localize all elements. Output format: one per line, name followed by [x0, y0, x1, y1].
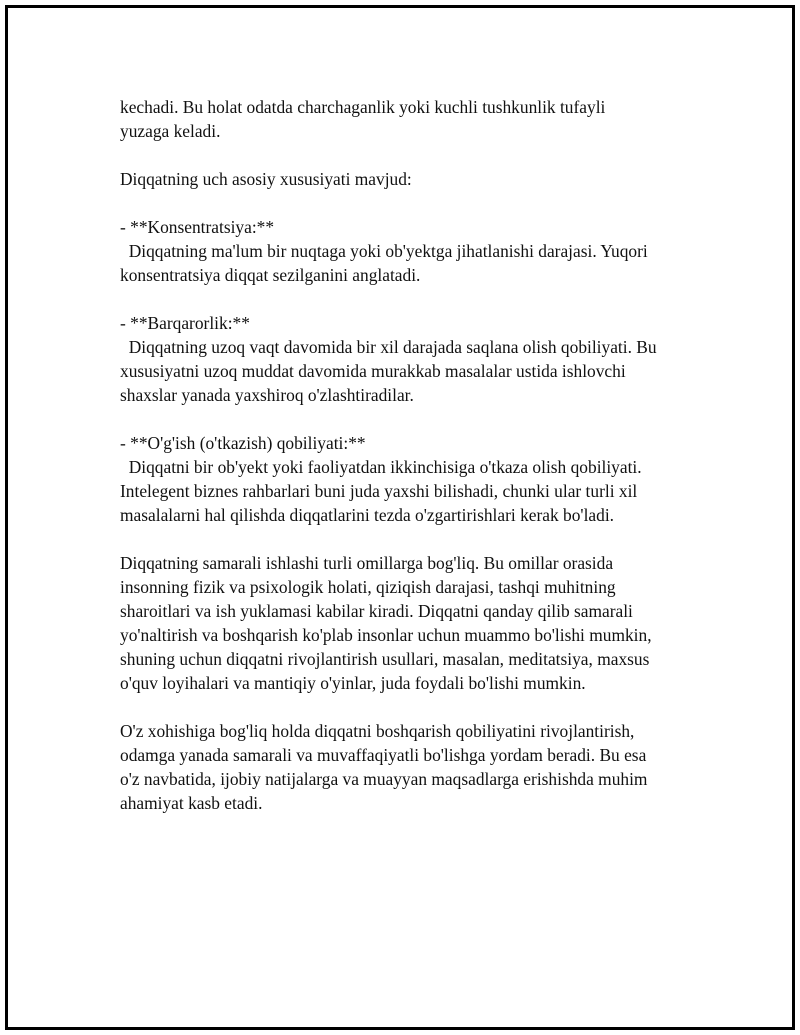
- text-line: o'z navbatida, ijobiy natijalarga va muayyan maqsadlarga erishishda muhim: [120, 769, 648, 789]
- text-line: Diqqatning ma'lum bir nuqtaga yoki ob'yektga jihatlanishi darajasi. Yuqori: [120, 241, 648, 261]
- text-line: O'z xohishiga bog'liq holda diqqatni boshqarish qobiliyatini rivojlantirish,: [120, 721, 635, 741]
- text-line: Diqqatning uzoq vaqt davomida bir xil darajada saqlana olish qobiliyati. Bu: [120, 337, 657, 357]
- text-line: odamga yanada samarali va muvaffaqiyatli bo'lishga yordam beradi. Bu esa: [120, 745, 647, 765]
- text-line: shuning uchun diqqatni rivojlantirish usullari, masalan, meditatsiya, maxsus: [120, 649, 650, 669]
- text-line: Diqqatning samarali ishlashi turli omillarga bog'liq. Bu omillar orasida: [120, 553, 614, 573]
- list-item-switching: [120, 431, 710, 527]
- list-item-heading: - **Konsentratsiya:**: [120, 217, 275, 237]
- text-line: Diqqatni bir ob'yekt yoki faoliyatdan ikkinchisiga o'tkaza olish qobiliyati.: [120, 457, 642, 477]
- list-item-concentration: [120, 215, 710, 287]
- factors-paragraph: [120, 551, 710, 695]
- text-line: insonning fizik va psixologik holati, qiziqish darajasi, tashqi muhitning: [120, 577, 616, 597]
- list-item-heading: - **Barqarorlik:**: [120, 313, 250, 333]
- list-item-heading: - **O'g'ish (o'tkazish) qobiliyati:**: [120, 433, 366, 453]
- text-line: shaxslar yanada yaxshiroq o'zlashtiradilar.: [120, 385, 414, 405]
- properties-heading: Diqqatning uch asosiy xususiyati mavjud:: [120, 169, 412, 189]
- text-line: yo'naltirish va boshqarish ko'plab insonlar uchun muammo bo'lishi mumkin,: [120, 625, 652, 645]
- conclusion-paragraph: [120, 719, 710, 815]
- text-line: Intelegent biznes rahbarlari buni juda yaxshi bilishadi, chunki ular turli xil: [120, 481, 638, 501]
- text-line: yuzaga keladi.: [120, 121, 221, 141]
- intro-paragraph: [120, 95, 710, 143]
- text-line: xususiyatni uzoq muddat davomida murakkab masalalar ustida ishlovchi: [120, 361, 626, 381]
- text-line: kechadi. Bu holat odatda charchaganlik yoki kuchli tushkunlik tufayli: [120, 97, 606, 117]
- text-line: ahamiyat kasb etadi.: [120, 793, 263, 813]
- document-body: [120, 95, 710, 839]
- text-line: o'quv loyihalari va mantiqiy o'yinlar, juda foydali bo'lishi mumkin.: [120, 673, 586, 693]
- text-line: sharoitlari va ish yuklamasi kabilar kiradi. Diqqatni qanday qilib samarali: [120, 601, 633, 621]
- text-line: masalalarni hal qilishda diqqatlarini tezda o'zgartirishlari kerak bo'ladi.: [120, 505, 614, 525]
- text-line: konsentratsiya diqqat sezilganini anglatadi.: [120, 265, 421, 285]
- properties-heading-paragraph: [120, 167, 710, 191]
- list-item-stability: [120, 311, 710, 407]
- document-page: [5, 5, 795, 1030]
